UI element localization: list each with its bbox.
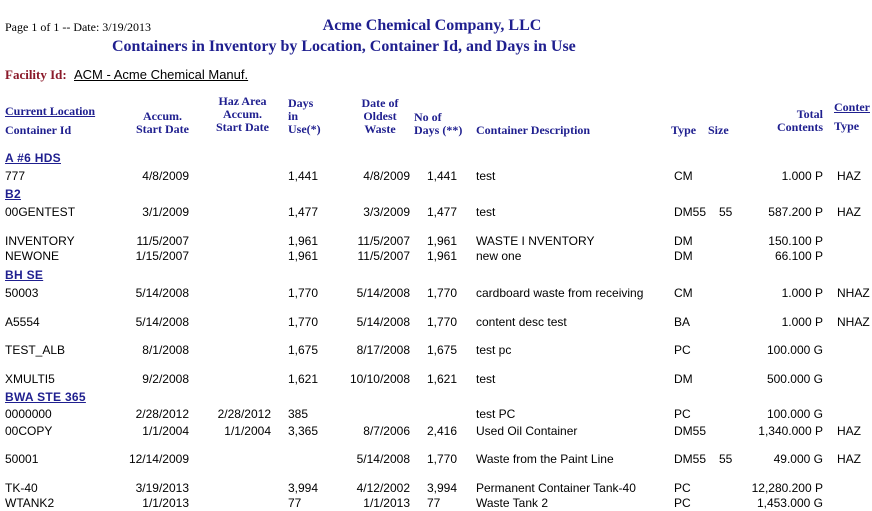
cell-oldest-waste: 11/5/2007 xyxy=(357,249,410,263)
cell-accum-start: 9/2/2008 xyxy=(142,372,189,386)
cell-container-id: 50001 xyxy=(5,452,39,466)
cell-type: DM55 xyxy=(674,424,707,438)
cell-contents-type: NHAZ xyxy=(837,286,870,300)
cell-no-of-days: 1,477 xyxy=(427,205,458,219)
cell-total-contents: 100.000 G xyxy=(766,407,823,421)
report-title: Containers in Inventory by Location, Container Id, and Days in Use xyxy=(112,38,576,55)
cell-no-of-days: 1,675 xyxy=(427,343,458,357)
location-heading: A #6 HDS xyxy=(5,151,61,165)
facility-value[interactable]: ACM - Acme Chemical Manuf. xyxy=(74,67,249,82)
cell-container-id: A5554 xyxy=(5,315,40,329)
cell-accum-start: 8/1/2008 xyxy=(142,343,189,357)
cell-no-of-days: 3,994 xyxy=(427,481,458,495)
cell-accum-start: 2/28/2012 xyxy=(135,407,189,421)
cell-description: cardboard waste from receiving xyxy=(476,286,644,300)
header-container-id: Container Id xyxy=(5,123,72,137)
cell-total-contents: 587.200 P xyxy=(768,205,823,219)
cell-oldest-waste: 5/14/2008 xyxy=(356,286,410,300)
table-row xyxy=(0,343,872,357)
cell-type: DM xyxy=(674,249,693,263)
cell-type: BA xyxy=(674,315,691,329)
table-row xyxy=(0,372,872,386)
cell-description: WASTE I NVENTORY xyxy=(476,234,595,248)
cell-haz-start: 2/28/2012 xyxy=(217,407,271,421)
table-row xyxy=(0,407,872,421)
table-row xyxy=(0,452,872,466)
header-current-location: Current Location xyxy=(5,104,96,118)
cell-type: DM xyxy=(674,234,693,248)
cell-description: test xyxy=(476,372,496,386)
cell-type: CM xyxy=(674,286,693,300)
location-heading: B2 xyxy=(5,187,21,201)
cell-container-id: TEST_ALB xyxy=(5,343,66,357)
cell-type: DM55 xyxy=(674,452,707,466)
cell-days-in-use: 1,441 xyxy=(288,169,319,183)
header-oldest-waste: Date of Oldest Waste xyxy=(361,96,399,136)
cell-description: Used Oil Container xyxy=(476,424,578,438)
cell-type: CM xyxy=(674,169,693,183)
cell-accum-start: 3/1/2009 xyxy=(142,205,189,219)
table-row xyxy=(0,205,872,219)
table-row xyxy=(0,424,872,438)
cell-type: PC xyxy=(674,407,691,421)
cell-haz-start: 1/1/2004 xyxy=(224,424,271,438)
location-heading: BH SE xyxy=(5,268,44,282)
header-no-of-days: No of Days (**) xyxy=(414,110,463,137)
cell-oldest-waste: 4/12/2002 xyxy=(356,481,410,495)
cell-oldest-waste: 8/17/2008 xyxy=(356,343,410,357)
cell-no-of-days: 77 xyxy=(427,496,441,510)
cell-no-of-days: 1,770 xyxy=(427,315,458,329)
cell-container-id: 777 xyxy=(5,169,26,183)
company-name: Acme Chemical Company, LLC xyxy=(322,17,542,34)
header-haz-area: Haz Area Accum. Start Date xyxy=(216,94,269,134)
cell-type: PC xyxy=(674,481,691,495)
header-contents-type: Conter Type xyxy=(834,100,870,133)
cell-description: test xyxy=(476,205,496,219)
cell-days-in-use: 3,994 xyxy=(288,481,319,495)
cell-no-of-days: 1,770 xyxy=(427,452,458,466)
cell-no-of-days: 1,770 xyxy=(427,286,458,300)
cell-oldest-waste: 1/1/2013 xyxy=(363,496,410,510)
cell-total-contents: 49.000 G xyxy=(773,452,823,466)
cell-days-in-use: 1,770 xyxy=(288,315,319,329)
cell-total-contents: 1.000 P xyxy=(781,315,823,329)
header-size: Size xyxy=(708,123,729,137)
cell-container-id: 50003 xyxy=(5,286,39,300)
cell-container-id: INVENTORY xyxy=(5,234,75,248)
cell-oldest-waste: 3/3/2009 xyxy=(363,205,410,219)
cell-size: 55 xyxy=(719,452,733,466)
cell-description: Permanent Container Tank-40 xyxy=(476,481,636,495)
cell-contents-type: HAZ xyxy=(837,452,861,466)
cell-description: new one xyxy=(476,249,522,263)
cell-description: test xyxy=(476,169,496,183)
header-description: Container Description xyxy=(476,123,591,137)
table-row xyxy=(0,481,872,495)
cell-no-of-days: 1,441 xyxy=(427,169,458,183)
cell-description: test PC xyxy=(476,407,516,421)
cell-days-in-use: 77 xyxy=(288,496,302,510)
cell-no-of-days: 1,621 xyxy=(427,372,458,386)
cell-days-in-use: 1,477 xyxy=(288,205,319,219)
cell-total-contents: 1,340.000 P xyxy=(758,424,823,438)
cell-days-in-use: 385 xyxy=(288,407,309,421)
table-row xyxy=(0,315,872,329)
cell-description: Waste from the Paint Line xyxy=(476,452,614,466)
cell-accum-start: 4/8/2009 xyxy=(142,169,189,183)
cell-days-in-use: 1,621 xyxy=(288,372,319,386)
cell-accum-start: 5/14/2008 xyxy=(135,315,189,329)
cell-total-contents: 1.000 P xyxy=(781,169,823,183)
cell-type: DM55 xyxy=(674,205,707,219)
cell-days-in-use: 1,961 xyxy=(288,234,319,248)
cell-container-id: NEWONE xyxy=(5,249,59,263)
facility-label: Facility Id: xyxy=(5,67,67,82)
cell-oldest-waste: 5/14/2008 xyxy=(356,315,410,329)
cell-container-id: WTANK2 xyxy=(5,496,55,510)
table-row xyxy=(0,286,872,300)
cell-total-contents: 66.100 P xyxy=(774,249,823,263)
table-row xyxy=(0,249,872,263)
cell-container-id: XMULTI5 xyxy=(5,372,55,386)
cell-container-id: TK-40 xyxy=(5,481,38,495)
header-total-contents: Total Contents xyxy=(776,107,823,134)
cell-no-of-days: 1,961 xyxy=(427,234,458,248)
cell-contents-type: HAZ xyxy=(837,169,861,183)
table-row xyxy=(0,496,872,510)
cell-total-contents: 100.000 G xyxy=(766,343,823,357)
cell-days-in-use: 1,770 xyxy=(288,286,319,300)
cell-size: 55 xyxy=(719,205,733,219)
cell-no-of-days: 1,961 xyxy=(427,249,458,263)
cell-oldest-waste: 5/14/2008 xyxy=(356,452,410,466)
cell-accum-start: 1/1/2004 xyxy=(142,424,189,438)
cell-oldest-waste: 10/10/2008 xyxy=(349,372,410,386)
cell-oldest-waste: 8/7/2006 xyxy=(363,424,410,438)
cell-container-id: 00GENTEST xyxy=(5,205,76,219)
header-type: Type xyxy=(671,123,697,137)
cell-contents-type: HAZ xyxy=(837,205,861,219)
location-heading: BWA STE 365 xyxy=(5,390,86,404)
cell-days-in-use: 1,961 xyxy=(288,249,319,263)
cell-type: PC xyxy=(674,496,691,510)
cell-description: test pc xyxy=(476,343,512,357)
cell-days-in-use: 1,675 xyxy=(288,343,319,357)
table-row xyxy=(0,169,872,183)
cell-total-contents: 1.000 P xyxy=(781,286,823,300)
cell-accum-start: 11/5/2007 xyxy=(136,234,189,248)
header-accum-start: Accum. Start Date xyxy=(136,109,189,136)
cell-oldest-waste: 4/8/2009 xyxy=(363,169,410,183)
cell-accum-start: 1/1/2013 xyxy=(142,496,189,510)
cell-total-contents: 12,280.200 P xyxy=(751,481,823,495)
page-info: Page 1 of 1 -- Date: 3/19/2013 xyxy=(5,20,151,34)
cell-contents-type: NHAZ xyxy=(837,315,870,329)
cell-accum-start: 3/19/2013 xyxy=(135,481,189,495)
cell-container-id: 0000000 xyxy=(5,407,52,421)
cell-description: content desc test xyxy=(476,315,567,329)
cell-contents-type: HAZ xyxy=(837,424,861,438)
cell-no-of-days: 2,416 xyxy=(427,424,458,438)
header-days-in-use: Days in Use(*) xyxy=(288,96,321,136)
table-row xyxy=(0,234,872,248)
cell-total-contents: 150.100 P xyxy=(768,234,823,248)
cell-description: Waste Tank 2 xyxy=(476,496,549,510)
cell-oldest-waste: 11/5/2007 xyxy=(357,234,410,248)
cell-days-in-use: 3,365 xyxy=(288,424,319,438)
cell-total-contents: 1,453.000 G xyxy=(756,496,823,510)
cell-total-contents: 500.000 G xyxy=(766,372,823,386)
cell-accum-start: 1/15/2007 xyxy=(135,249,189,263)
cell-accum-start: 12/14/2009 xyxy=(128,452,189,466)
cell-accum-start: 5/14/2008 xyxy=(135,286,189,300)
cell-type: PC xyxy=(674,343,691,357)
cell-container-id: 00COPY xyxy=(5,424,53,438)
cell-type: DM xyxy=(674,372,693,386)
